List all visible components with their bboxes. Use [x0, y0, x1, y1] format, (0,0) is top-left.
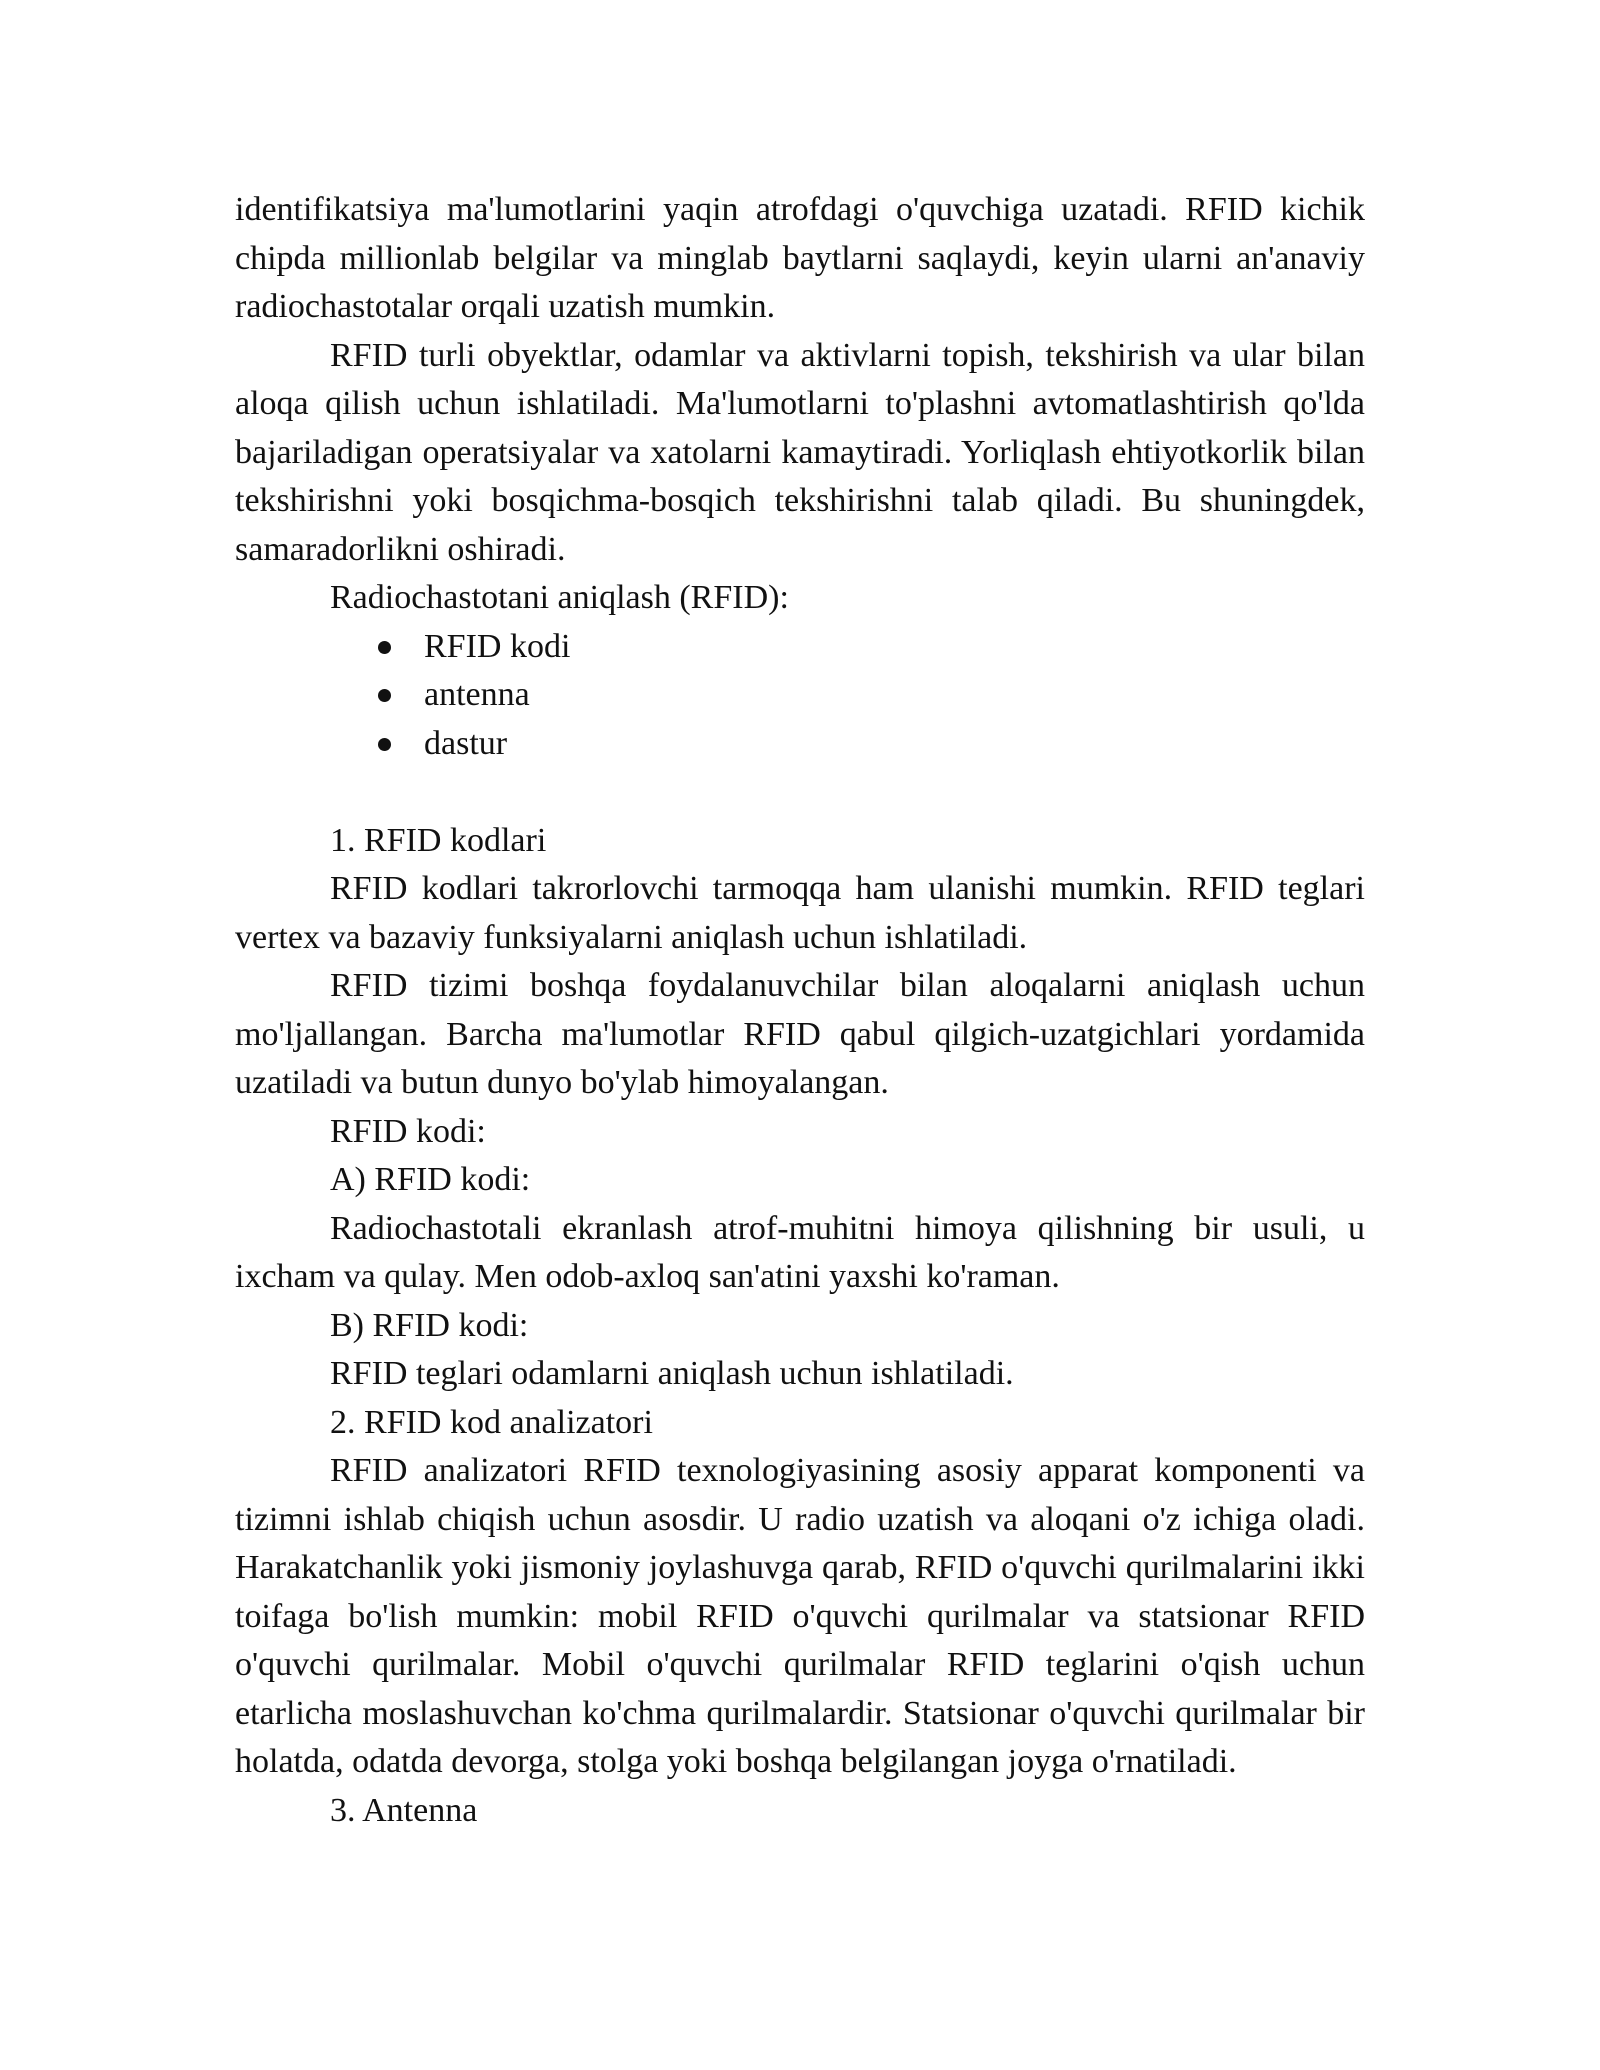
- list-item-label: antenna: [424, 676, 530, 713]
- paragraph-rfid-usage: RFID turli obyektlar, odamlar va aktivlarni topish, tekshirish va ular bilan aloqa qilish uchun ishlatiladi. Ma'lumotlarni to'plashni avtomatlashtirish qo'lda bajariladigan operatsiyalar va xatolarni kamaytiradi. Yorliqlash ehtiyotkorlik bilan tekshirishni yoki bosqichma-bosqich tekshirishni talab qiladi. Bu shuningdek, samaradorlikni oshiradi.: [235, 336, 1365, 568]
- blank-line: [235, 768, 1365, 817]
- paragraph-rfid-system: RFID tizimi boshqa foydalanuvchilar bilan aloqalarni aniqlash uchun mo'ljallangan. Barcha ma'lumotlar RFID qabul qilgich-uzatgichlari yordamida uzatiladi va butun dunyo bo'ylab himoyalangan.: [235, 967, 1365, 1101]
- section-heading-rfid-codes: 1. RFID kodlari: [330, 821, 547, 859]
- paragraph-rf-shielding: Radiochastotali ekranlash atrof-muhitni himoya qilishning bir usuli, u ixcham va qulay. Men odob-axloq san'atini yaxshi ko'raman.: [235, 1209, 1365, 1295]
- list-item: [424, 623, 1365, 672]
- subheading-rfid-code: RFID kodi:: [330, 1112, 486, 1150]
- subheading-rfid-code-b: B) RFID kodi:: [330, 1306, 529, 1344]
- subheading-rfid-code-a: A) RFID kodi:: [330, 1161, 531, 1198]
- document-page: [235, 186, 1365, 1835]
- bullet-icon: [378, 738, 391, 751]
- paragraph-rfid-tags: RFID teglari odamlarni aniqlash uchun ishlatiladi.: [330, 1355, 1014, 1392]
- bullet-icon: [378, 689, 391, 702]
- paragraph-analyzer: RFID analizatori RFID texnologiyasining asosiy apparat komponenti va tizimni ishlab chiqish uchun asosdir. U radio uzatish va aloqani o'z ichiga oladi. Harakatchanlik yoki jismoniy joylashuvga qarab, RFID o'quvchi qurilmalarini ikki toifaga bo'lish mumkin: mobil RFID o'quvchi qurilmalar va statsionar RFID o'quvchi qurilmalar. Mobil o'quvchi qurilmalar RFID teglarini o'qish uchun etarlicha moslashuvchan ko'chma qurilmalardir. Statsionar o'quvchi qurilmalar bir holatda, odatda devorga, stolga yoki boshqa belgilangan joyga o'rnatiladi.: [235, 1452, 1365, 1780]
- paragraph-rfid-components-intro: Radiochastotani aniqlash (RFID):: [330, 579, 789, 616]
- section-heading-antenna: 3. Antenna: [330, 1791, 478, 1829]
- list-item: [424, 720, 1365, 769]
- rfid-components-list: [235, 623, 1365, 769]
- paragraph-rfid-codes: RFID kodlari takrorlovchi tarmoqqa ham ulanishi mumkin. RFID teglari vertex va bazaviy funksiyalarni aniqlash uchun ishlatiladi.: [235, 870, 1365, 956]
- paragraph-continuation: identifikatsiya ma'lumotlarini yaqin atrofdagi o'quvchiga uzatadi. RFID kichik chipda millionlab belgilar va minglab baytlarni saqlaydi, keyin ularni an'anaviy radiochastotalar orqali uzatish mumkin.: [235, 191, 1365, 325]
- list-item: [424, 671, 1365, 720]
- list-item-label: dastur: [424, 724, 508, 762]
- list-item-label: RFID kodi: [424, 627, 571, 665]
- section-heading-analyzer: 2. RFID kod analizatori: [330, 1403, 653, 1441]
- bullet-icon: [378, 641, 391, 654]
